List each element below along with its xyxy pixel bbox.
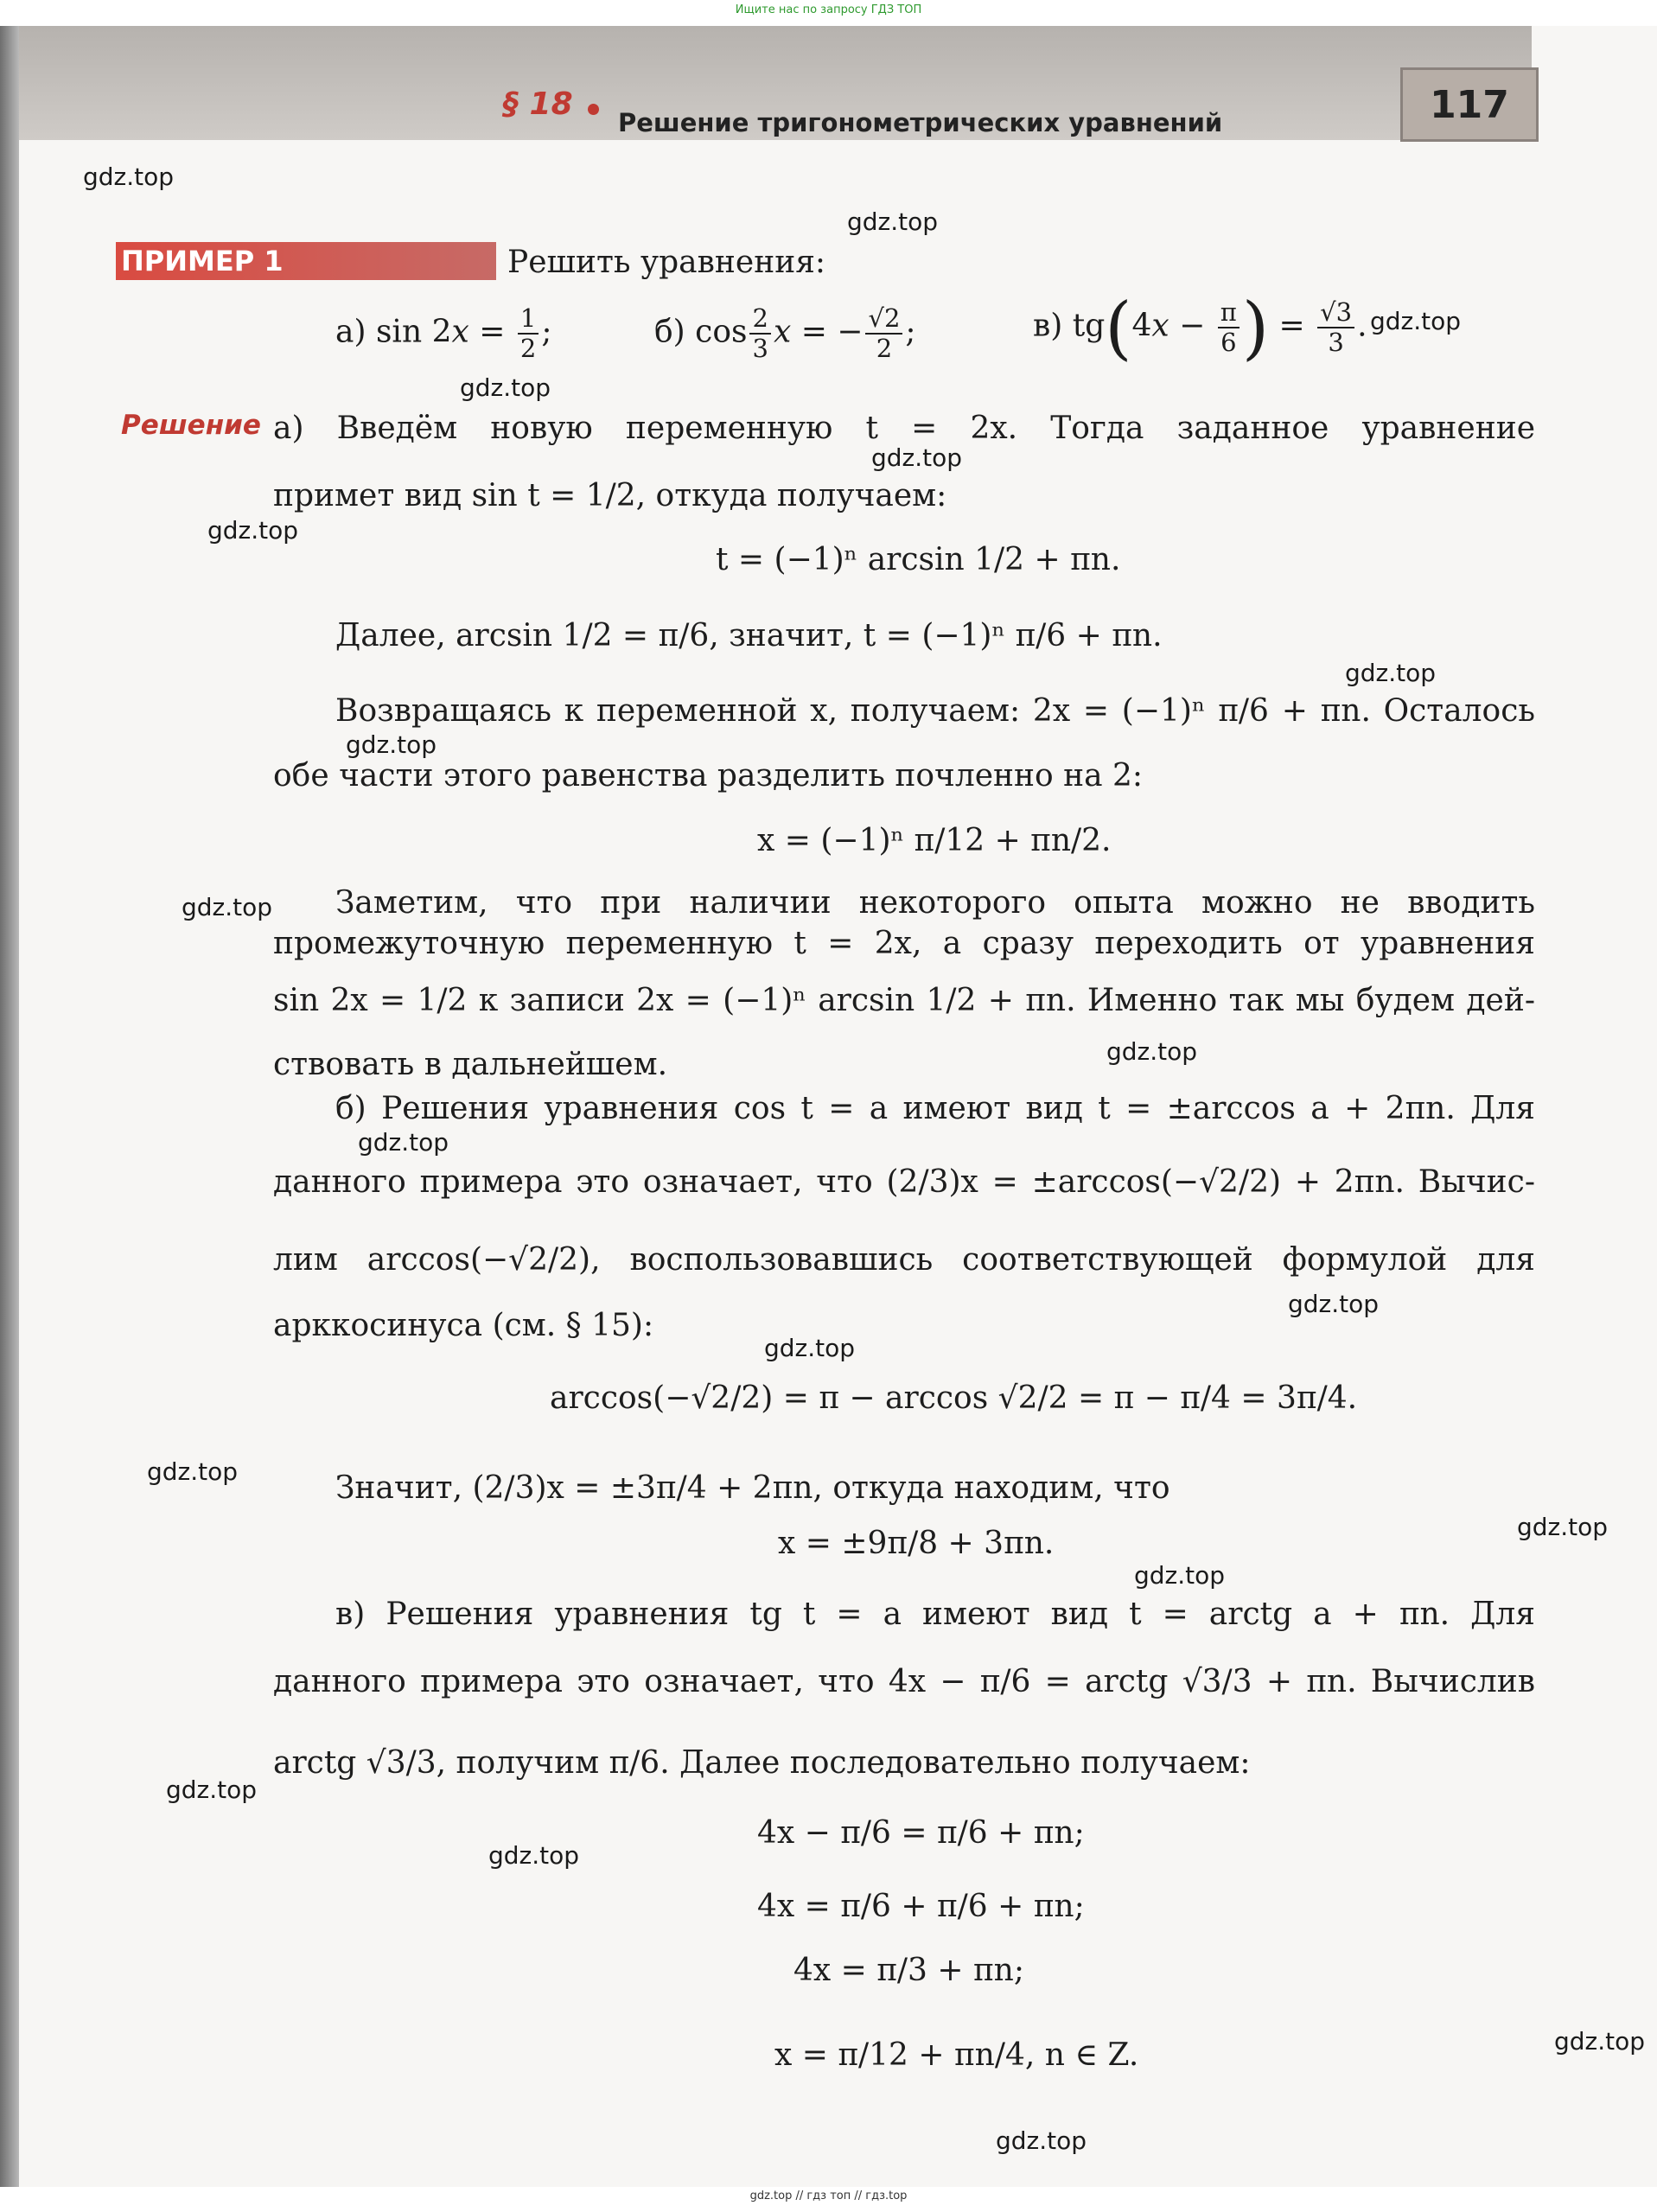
paragraph-a-9: ствовать в дальнейшем.	[273, 1047, 668, 1082]
watermark: gdz.top	[764, 1334, 856, 1362]
watermark: gdz.top	[488, 1841, 580, 1870]
equation-5: 4x − π/6 = π/6 + πn;	[757, 1815, 1085, 1851]
watermark: gdz.top	[847, 207, 939, 236]
task-intro: Решить уравнения:	[507, 245, 826, 280]
example-label: ПРИМЕР 1	[116, 242, 496, 280]
paragraph-a-3: Далее, arcsin 1/2 = π/6, значит, t = (−1)ⁿ π/6 + πn.	[335, 618, 1163, 653]
watermark: gdz.top	[1345, 659, 1437, 687]
watermark: gdz.top	[1134, 1561, 1226, 1590]
equation-4: x = ±9π/8 + 3πn.	[778, 1526, 1055, 1561]
bottom-note: gdz.top // гдз топ // гдз.top	[749, 2190, 908, 2202]
paragraph-a-8: sin 2x = 1/2 к записи 2x = (−1)ⁿ arcsin 1/2 + πn. Именно так мы будем дей-	[273, 983, 1535, 1018]
watermark: gdz.top	[871, 443, 963, 472]
watermark: gdz.top	[1106, 1037, 1198, 1066]
watermark: gdz.top	[166, 1775, 258, 1804]
watermark: gdz.top	[182, 893, 273, 921]
book-spine-shadow	[0, 26, 19, 2187]
watermark: gdz.top	[1370, 307, 1462, 335]
equation-3: arccos(−√2/2) = π − arccos √2/2 = π − π/4 = 3π/4.	[550, 1380, 1358, 1416]
watermark: gdz.top	[1517, 1513, 1609, 1541]
paragraph-a-2: примет вид sin t = 1/2, откуда получаем:	[273, 478, 947, 513]
paragraph-a-4: Возвращаясь к переменной x, получаем: 2x = (−1)ⁿ π/6 + πn. Осталось	[335, 693, 1535, 729]
equation-2: x = (−1)ⁿ π/12 + πn/2.	[757, 823, 1112, 858]
equation-1: t = (−1)ⁿ arcsin 1/2 + πn.	[716, 542, 1121, 577]
paragraph-b-2: данного примера это означает, что (2/3)x = ±arccos(−√2/2) + 2πn. Вычис-	[273, 1164, 1535, 1200]
paragraph-a-6: Заметим, что при наличии некоторого опыта можно не вводить	[335, 885, 1535, 921]
section-title: Решение тригонометрических уравнений	[618, 108, 1223, 137]
equation-7: 4x = π/3 + πn;	[793, 1953, 1024, 1988]
watermark: gdz.top	[996, 2126, 1087, 2155]
paragraph-b-5: Значит, (2/3)x = ±3π/4 + 2πn, откуда находим, что	[335, 1470, 1170, 1506]
page-number: 117	[1400, 67, 1539, 142]
equation-8: x = π/12 + πn/4, n ∈ Z.	[774, 2037, 1139, 2073]
paragraph-c-2: данного примера это означает, что 4x − π/6 = arctg √3/3 + πn. Вычислив	[273, 1664, 1535, 1699]
watermark: gdz.top	[207, 516, 299, 545]
section-bullet	[588, 104, 599, 115]
watermark: gdz.top	[358, 1128, 449, 1157]
paragraph-a-5: обе части этого равенства разделить почленно на 2:	[273, 758, 1144, 794]
task-a: а) sin 2x = $\frac{1}{2}$ ;	[335, 303, 552, 364]
section-number: § 18	[503, 86, 573, 122]
solution-label: Решение	[121, 410, 261, 441]
top-note: Ищите нас по запросу ГДЗ ТОП	[735, 3, 922, 16]
watermark: gdz.top	[346, 730, 437, 759]
paragraph-b-1: б) Решения уравнения cos t = a имеют вид t = ±arccos a + 2πn. Для	[335, 1091, 1535, 1126]
watermark: gdz.top	[460, 373, 551, 402]
paragraph-b-4: арккосинуса (см. § 15):	[273, 1308, 654, 1343]
task-c: в) tg(4x − $\frac{\pi}{6}$ ) = $\frac{√3}{3}$ .	[1033, 287, 1367, 368]
paragraph-a-1: а) Введём новую переменную t = 2x. Тогда заданное уравнение	[273, 411, 1535, 446]
paragraph-c-1: в) Решения уравнения tg t = a имеют вид t = arctg a + πn. Для	[335, 1597, 1535, 1632]
equation-6: 4x = π/6 + π/6 + πn;	[757, 1889, 1085, 1924]
watermark: gdz.top	[83, 163, 175, 191]
watermark: gdz.top	[1554, 2027, 1646, 2056]
watermark: gdz.top	[147, 1457, 239, 1486]
paragraph-c-3: arctg √3/3, получим π/6. Далее последовательно получаем:	[273, 1745, 1251, 1781]
paragraph-b-3: лим arccos(−√2/2), воспользовавшись соответствующей формулой для	[273, 1242, 1535, 1278]
task-b: б) cos $\frac{2}{3}$ x = − $\frac{√2}{2}$ ;	[654, 303, 916, 364]
watermark: gdz.top	[1288, 1290, 1380, 1318]
paragraph-a-7: промежуточную переменную t = 2x, а сразу переходить от уравнения	[273, 926, 1535, 961]
